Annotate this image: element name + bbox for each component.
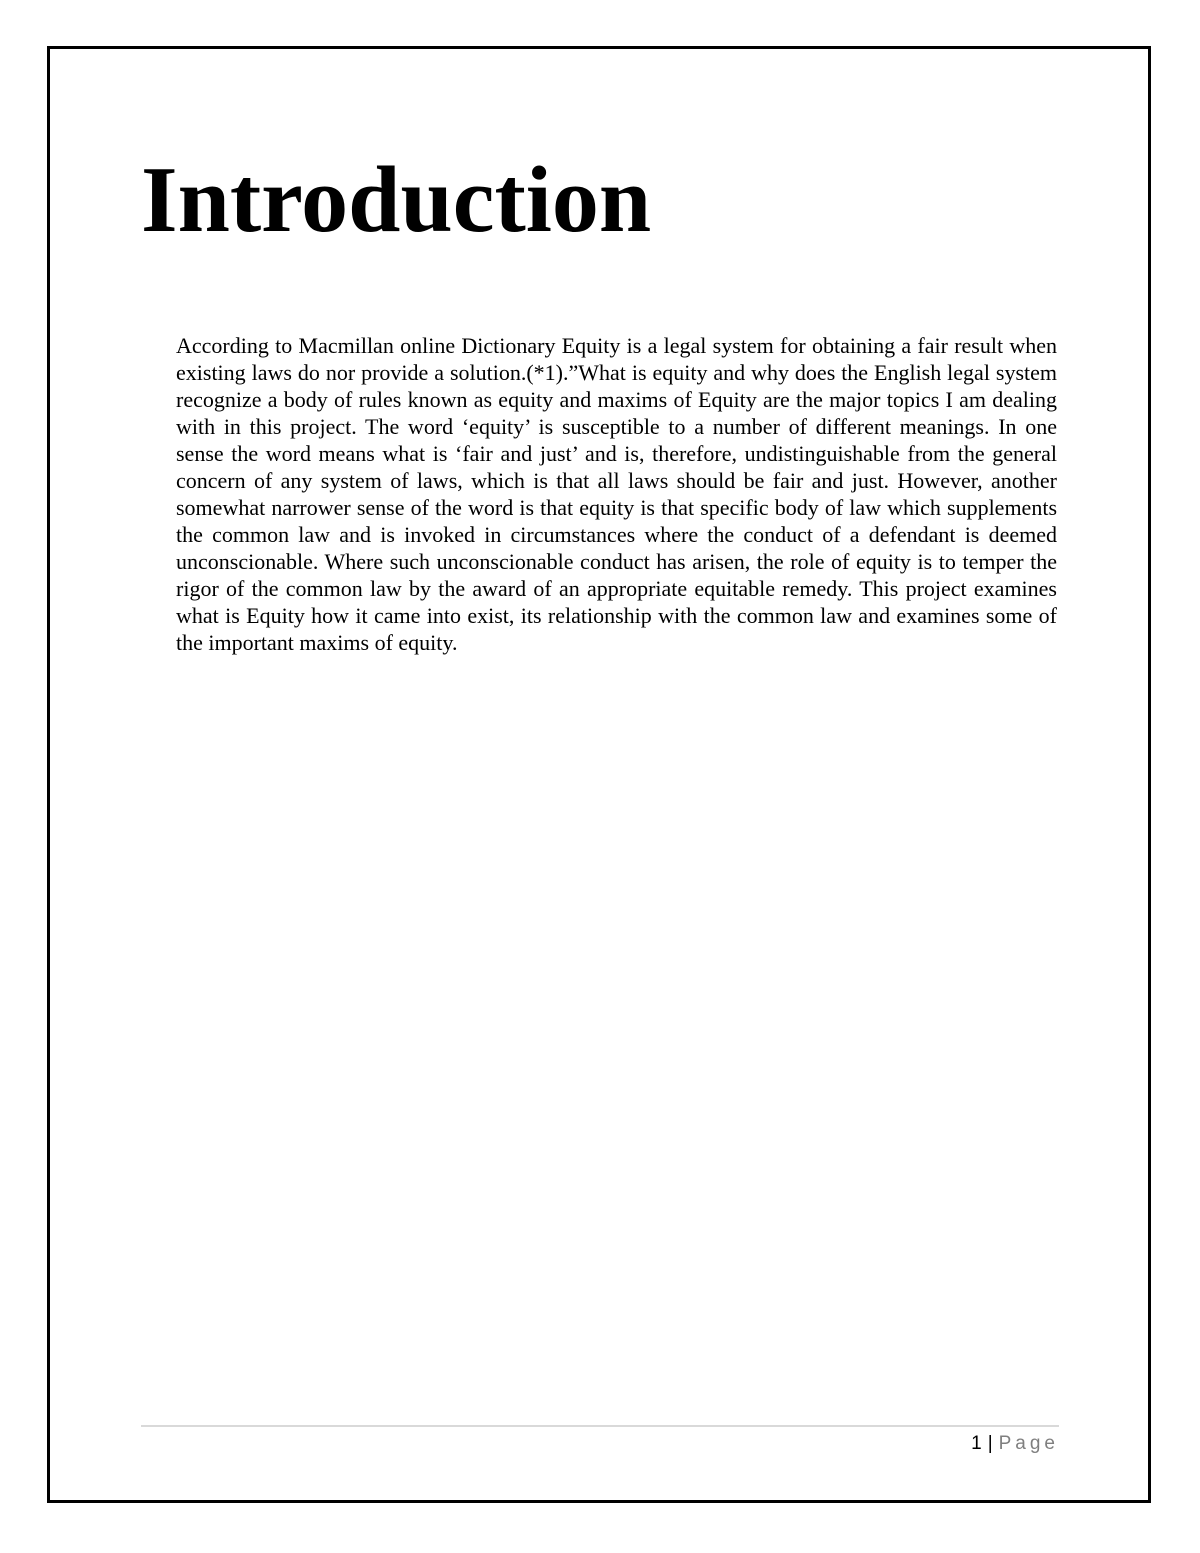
page-label: Page (998, 1433, 1059, 1454)
page-title: Introduction (141, 148, 652, 252)
footer-divider (141, 1425, 1059, 1427)
page-footer (971, 1432, 1059, 1456)
footer-separator: | (987, 1433, 993, 1454)
page-number: 1 (971, 1433, 982, 1454)
body-paragraph: According to Macmillan online Dictionary Equity is a legal system for obtaining a fair result when existing laws do nor provide a solution.(*1).”What is equity and why does the English legal system recognize a body of rules known as equity and maxims of Equity are the major topics I am dealing with in this project. The word ‘equity’ is susceptible to a number of different meanings. In one sense the word means what is ‘fair and just’ and is, therefore, undistinguishable from the general concern of any system of laws, which is that all laws should be fair and just. However, another somewhat narrower sense of the word is that equity is that specific body of law which supplements the common law and is invoked in circumstances where the conduct of a defendant is deemed unconscionable. Where such unconscionable conduct has arisen, the role of equity is to temper the rigor of the common law by the award of an appropriate equitable remedy. This project examines what is Equity how it came into exist, its relationship with the common law and examines some of the important maxims of equity. (176, 333, 1057, 655)
page-border (47, 46, 1151, 1503)
